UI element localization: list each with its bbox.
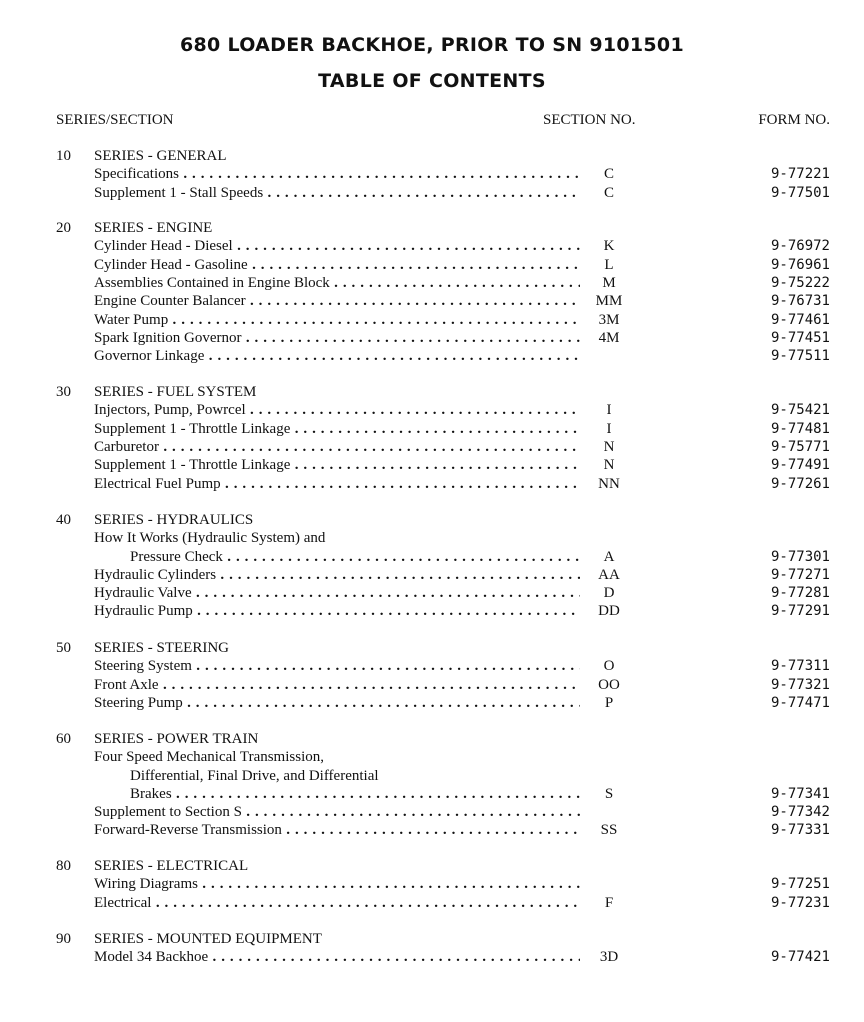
entry-form-no: 9-77221 [770,166,830,182]
entry-title: Front Axle . . . [94,677,580,694]
toc-entry [0,804,864,822]
series-title: SERIES - ELECTRICAL [94,858,249,874]
entry-title: Model 34 Backhoe . . . [94,949,580,966]
entry-title: Steering Pump . . . [94,695,580,712]
entry-section-no: AA [598,567,620,583]
entry-form-no: 9-75421 [770,402,830,418]
toc-entry [0,749,864,767]
entry-title: Wiring Diagrams . . . [94,876,580,893]
entry-title: Injectors, Pump, Powrcel . . . [94,402,580,419]
entry-title: Hydraulic Cylinders . . . [94,567,580,584]
entry-section-no: F [604,895,614,911]
document-subtitle: TABLE OF CONTENTS [318,70,546,92]
entry-section-no: C [603,166,614,182]
toc-entry [0,822,864,840]
entry-title: Cylinder Head - Gasoline . . . [94,257,580,274]
toc-entry [0,658,864,676]
entry-title: Supplement 1 - Throttle Linkage . . . [94,457,580,474]
entry-form-no: 9-76731 [770,293,830,309]
entry-title: Supplement 1 - Throttle Linkage . . . [94,421,580,438]
entry-title: Supplement to Section S . . . [94,804,580,821]
toc-entry [0,876,864,894]
entry-section-no: A [603,549,615,565]
toc-entry [0,293,864,311]
entry-section-no: OO [598,677,620,693]
series-number: 30 [56,384,71,400]
toc-entry [0,895,864,913]
header-form-no: FORM NO. [758,112,830,128]
entry-title: Electrical . . . [94,895,580,912]
series-heading [0,858,864,876]
entry-title: Electrical Fuel Pump . . . [94,476,580,493]
series-number: 20 [56,220,71,236]
entry-section-no: M [602,275,616,291]
entry-section-no: L [604,257,614,273]
toc-entry [0,257,864,275]
document-title: 680 LOADER BACKHOE, PRIOR TO SN 9101501 [180,34,684,56]
toc-entry [0,549,864,567]
entry-form-no: 9-77491 [770,457,830,473]
entry-title: Cylinder Head - Diesel . . . [94,238,580,255]
entry-form-no: 9-76972 [770,238,830,254]
entry-title: Forward-Reverse Transmission . . . [94,822,580,839]
entry-title: How It Works (Hydraulic System) and [94,530,326,546]
series-number: 90 [56,931,71,947]
entry-title: Assemblies Contained in Engine Block . . . [94,275,580,292]
series-title: SERIES - HYDRAULICS [94,512,254,528]
toc-entry [0,421,864,439]
entry-section-no: P [604,695,614,711]
series-title: SERIES - FUEL SYSTEM [94,384,257,400]
entry-form-no: 9-77231 [770,895,830,911]
entry-form-no: 9-77451 [770,330,830,346]
series-title: SERIES - ENGINE [94,220,213,236]
entry-form-no: 9-77481 [770,421,830,437]
entry-section-no: D [603,585,615,601]
entry-section-no: N [603,439,615,455]
entry-form-no: 9-77251 [770,876,830,892]
toc-entry [0,585,864,603]
toc-entry [0,530,864,548]
entry-form-no: 9-77342 [770,804,830,820]
entry-title: Hydraulic Pump . . . [94,603,580,620]
toc-entry [0,567,864,585]
series-title: SERIES - MOUNTED EQUIPMENT [94,931,322,947]
entry-section-no: O [603,658,615,674]
entry-section-no: C [603,185,614,201]
entry-title: Steering System . . . [94,658,580,675]
toc-entry [0,476,864,494]
entry-form-no: 9-77311 [770,658,830,674]
entry-title: Pressure Check . . . [130,549,580,566]
entry-title: Governor Linkage . . . [94,348,580,365]
entry-form-no: 9-77291 [770,603,830,619]
entry-form-no: 9-75771 [770,439,830,455]
entry-form-no: 9-77301 [770,549,830,565]
entry-section-no: I [606,421,612,437]
toc-entry [0,786,864,804]
series-number: 80 [56,858,71,874]
series-title: SERIES - POWER TRAIN [94,731,259,747]
header-section-no: SECTION NO. [543,112,636,128]
toc-entry [0,677,864,695]
toc-entry [0,166,864,184]
series-number: 60 [56,731,71,747]
toc-entry [0,439,864,457]
entry-section-no: 3M [598,312,620,328]
entry-form-no: 9-77501 [770,185,830,201]
entry-section-no: NN [598,476,620,492]
entry-form-no: 9-77511 [770,348,830,364]
series-number: 50 [56,640,71,656]
entry-section-no: 4M [598,330,620,346]
entry-title: Spark Ignition Governor . . . [94,330,580,347]
header-series-section: SERIES/SECTION [56,112,174,128]
series-title: SERIES - STEERING [94,640,229,656]
entry-title: Four Speed Mechanical Transmission, [94,749,324,765]
series-title: SERIES - GENERAL [94,148,227,164]
entry-form-no: 9-77271 [770,567,830,583]
entry-form-no: 9-77281 [770,585,830,601]
toc-entry [0,402,864,420]
entry-section-no: DD [598,603,620,619]
entry-form-no: 9-77341 [770,786,830,802]
series-number: 10 [56,148,71,164]
entry-title: Specifications . . . [94,166,580,183]
entry-section-no: I [606,402,612,418]
entry-form-no: 9-75222 [770,275,830,291]
entry-section-no: K [603,238,615,254]
entry-form-no: 9-77461 [770,312,830,328]
series-heading [0,931,864,949]
entry-title: Differential, Final Drive, and Differential [130,768,379,784]
toc-entry [0,949,864,967]
entry-form-no: 9-76961 [770,257,830,273]
toc-entry [0,457,864,475]
series-heading [0,731,864,749]
entry-form-no: 9-77421 [770,949,830,965]
toc-entry [0,330,864,348]
entry-title: Hydraulic Valve . . . [94,585,580,602]
entry-section-no: S [604,786,614,802]
entry-title: Water Pump . . . [94,312,580,329]
entry-form-no: 9-77471 [770,695,830,711]
toc-entry [0,275,864,293]
toc-entry [0,695,864,713]
entry-title: Supplement 1 - Stall Speeds . . . [94,185,580,202]
entry-form-no: 9-77331 [770,822,830,838]
entry-section-no: SS [600,822,618,838]
toc-entry [0,603,864,621]
toc-entry [0,238,864,256]
entry-section-no: N [603,457,615,473]
entry-section-no: 3D [599,949,619,965]
series-heading [0,640,864,658]
toc-entry [0,348,864,366]
series-heading [0,148,864,166]
series-heading [0,512,864,530]
entry-title: Engine Counter Balancer . . . [94,293,580,310]
toc-entry [0,312,864,330]
entry-form-no: 9-77261 [770,476,830,492]
series-number: 40 [56,512,71,528]
entry-title: Carburetor . . . [94,439,580,456]
entry-section-no: MM [595,293,623,309]
series-heading [0,384,864,402]
entry-form-no: 9-77321 [770,677,830,693]
series-heading [0,220,864,238]
toc-entry [0,768,864,786]
entry-title: Brakes . . . [130,786,580,803]
toc-entry [0,185,864,203]
